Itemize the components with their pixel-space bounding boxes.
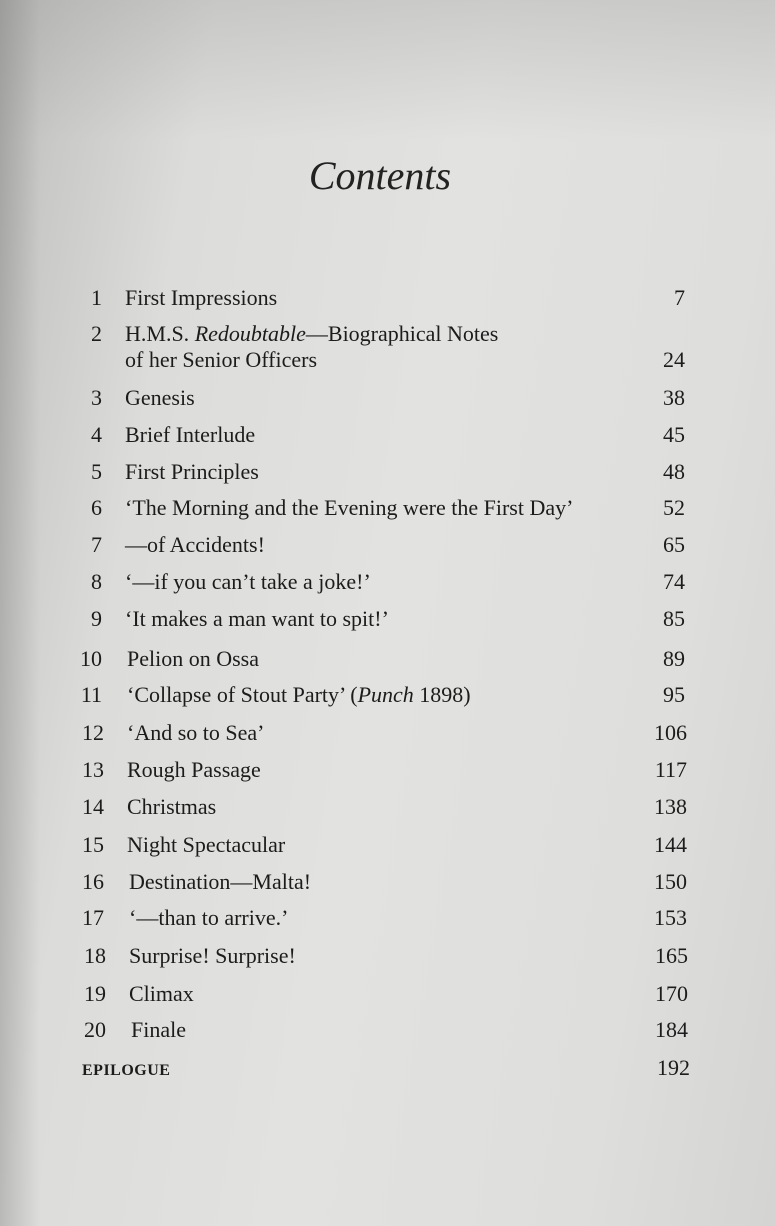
chapter-number: 13 — [82, 757, 104, 782]
page-number: 85 — [663, 606, 685, 631]
chapter-number: 4 — [91, 422, 102, 447]
page-number: 150 — [654, 869, 687, 894]
periodical-name: Punch — [357, 682, 414, 707]
page-number: 74 — [663, 569, 685, 594]
chapter-number: 7 — [91, 532, 102, 557]
chapter-title: Destination—Malta! — [129, 869, 312, 894]
chapter-title: Surprise! Surprise! — [129, 943, 296, 968]
chapter-number: 14 — [82, 794, 104, 819]
chapter-title: ‘—than to arrive.’ — [129, 905, 289, 930]
chapter-number: 15 — [82, 832, 104, 857]
page-number: 144 — [654, 832, 687, 857]
page-number: 106 — [654, 720, 687, 745]
chapter-number: 2 — [91, 321, 102, 346]
chapter-number: 19 — [84, 981, 106, 1006]
chapter-title: ‘—if you can’t take a joke!’ — [125, 569, 371, 594]
page-number: 138 — [654, 794, 687, 819]
chapter-number: 8 — [91, 569, 102, 594]
page-number: 95 — [663, 682, 685, 707]
chapter-title: Rough Passage — [127, 757, 261, 782]
chapter-number: 18 — [84, 943, 106, 968]
chapter-title: Pelion on Ossa — [127, 646, 259, 671]
chapter-title: Night Spectacular — [127, 832, 286, 857]
chapter-number: 5 — [91, 459, 102, 484]
chapter-title: First Principles — [125, 459, 259, 484]
chapter-number: 12 — [82, 720, 104, 745]
page-number: 89 — [663, 646, 685, 671]
page-number: 48 — [663, 459, 685, 484]
chapter-number: 9 — [91, 606, 102, 631]
chapter-title: Christmas — [127, 794, 217, 819]
chapter-number: 3 — [91, 385, 102, 410]
chapter-title: Brief Interlude — [125, 422, 256, 447]
page-number: 24 — [663, 347, 685, 372]
chapter-title: Climax — [129, 981, 194, 1006]
chapter-title: —of Accidents! — [125, 532, 265, 557]
chapter-title: ‘And so to Sea’ — [127, 720, 265, 745]
page-number: 192 — [657, 1055, 690, 1080]
chapter-title — [125, 321, 498, 347]
page-number: 52 — [663, 495, 685, 520]
chapter-title-prefix: H.M.S. — [125, 321, 195, 346]
chapter-title-continuation: of her Senior Officers — [125, 347, 318, 372]
chapter-number: 10 — [80, 646, 102, 671]
chapter-number: 17 — [82, 905, 104, 930]
chapter-number: 11 — [80, 682, 102, 707]
chapter-title-suffix: —Biographical Notes — [305, 321, 499, 346]
chapter-title: Genesis — [125, 385, 195, 410]
page-number: 165 — [655, 943, 688, 968]
chapter-title-suffix: 1898) — [413, 682, 471, 707]
chapter-title: ‘The Morning and the Evening were the First Day’ — [125, 495, 574, 520]
page-number: 153 — [654, 905, 687, 930]
chapter-number: 6 — [91, 495, 102, 520]
page-number: 45 — [663, 422, 685, 447]
ship-name: Redoubtable — [194, 321, 306, 346]
page-number: 7 — [674, 285, 685, 310]
page-number: 38 — [663, 385, 685, 410]
chapter-number: 16 — [82, 869, 104, 894]
page-number: 117 — [654, 757, 687, 782]
chapter-title: Finale — [131, 1017, 186, 1042]
chapter-number: 1 — [91, 285, 102, 310]
chapter-title — [127, 682, 471, 708]
page-number: 170 — [655, 981, 688, 1006]
page-number: 65 — [663, 532, 685, 557]
chapter-title: ‘It makes a man want to spit!’ — [125, 606, 389, 631]
chapter-title-prefix: ‘Collapse of Stout Party’ ( — [127, 682, 358, 707]
chapter-title: First Impressions — [125, 285, 278, 310]
chapter-number: 20 — [84, 1017, 106, 1042]
contents-heading: Contents — [308, 153, 452, 198]
page-number: 184 — [655, 1017, 688, 1042]
epilogue-title: EPILOGUE — [82, 1062, 171, 1079]
